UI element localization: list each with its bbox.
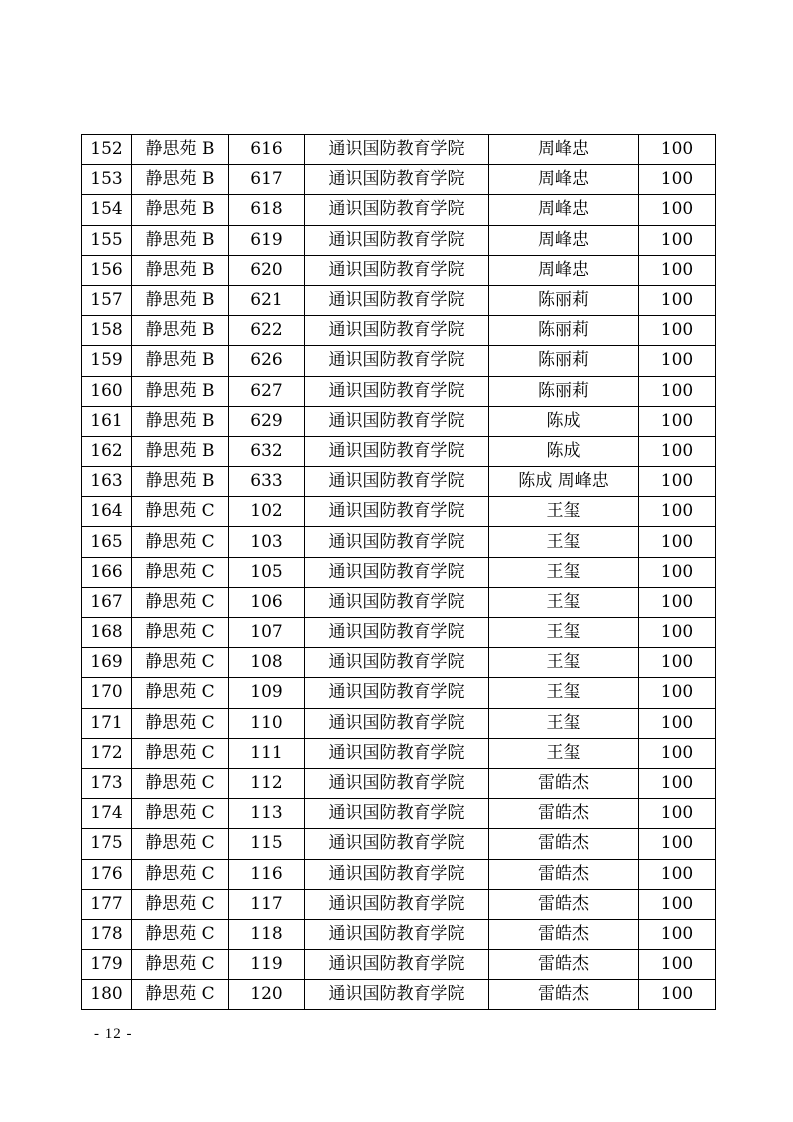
table-row (82, 618, 716, 648)
college-cell: 通识国防教育学院 (305, 889, 489, 919)
counselor-cell: 雷皓杰 (489, 980, 639, 1010)
room-number-cell: 102 (229, 497, 305, 527)
serial-number-cell: 153 (82, 165, 132, 195)
room-number-cell: 119 (229, 950, 305, 980)
counselor-cell: 周峰忠 (489, 225, 639, 255)
counselor-cell: 王玺 (489, 618, 639, 648)
counselor-cell: 王玺 (489, 738, 639, 768)
room-number-cell: 103 (229, 527, 305, 557)
score-cell: 100 (639, 225, 716, 255)
college-cell: 通识国防教育学院 (305, 497, 489, 527)
table-row (82, 768, 716, 798)
building-cell: 静思苑 B (132, 225, 229, 255)
building-cell: 静思苑 B (132, 255, 229, 285)
table-row (82, 678, 716, 708)
table-row (82, 497, 716, 527)
score-cell: 100 (639, 708, 716, 738)
serial-number-cell: 157 (82, 285, 132, 315)
room-number-cell: 616 (229, 135, 305, 165)
building-cell: 静思苑 C (132, 497, 229, 527)
college-cell: 通识国防教育学院 (305, 708, 489, 738)
room-number-cell: 108 (229, 648, 305, 678)
room-number-cell: 118 (229, 919, 305, 949)
serial-number-cell: 161 (82, 406, 132, 436)
counselor-cell: 王玺 (489, 678, 639, 708)
room-number-cell: 632 (229, 436, 305, 466)
college-cell: 通识国防教育学院 (305, 225, 489, 255)
college-cell: 通识国防教育学院 (305, 135, 489, 165)
room-number-cell: 112 (229, 768, 305, 798)
table-row (82, 225, 716, 255)
college-cell: 通识国防教育学院 (305, 316, 489, 346)
table-row (82, 859, 716, 889)
serial-number-cell: 169 (82, 648, 132, 678)
building-cell: 静思苑 B (132, 316, 229, 346)
building-cell: 静思苑 C (132, 618, 229, 648)
counselor-cell: 雷皓杰 (489, 799, 639, 829)
counselor-cell: 陈丽莉 (489, 285, 639, 315)
score-cell: 100 (639, 346, 716, 376)
room-number-cell: 629 (229, 406, 305, 436)
table-row (82, 527, 716, 557)
score-cell: 100 (639, 768, 716, 798)
building-cell: 静思苑 C (132, 829, 229, 859)
score-cell: 100 (639, 285, 716, 315)
counselor-cell: 雷皓杰 (489, 950, 639, 980)
score-cell: 100 (639, 406, 716, 436)
serial-number-cell: 154 (82, 195, 132, 225)
building-cell: 静思苑 C (132, 708, 229, 738)
college-cell: 通识国防教育学院 (305, 950, 489, 980)
table-row (82, 648, 716, 678)
table-row (82, 165, 716, 195)
room-number-cell: 116 (229, 859, 305, 889)
counselor-cell: 雷皓杰 (489, 889, 639, 919)
room-number-cell: 105 (229, 557, 305, 587)
counselor-cell: 周峰忠 (489, 255, 639, 285)
room-number-cell: 109 (229, 678, 305, 708)
table-row (82, 889, 716, 919)
college-cell: 通识国防教育学院 (305, 346, 489, 376)
room-number-cell: 106 (229, 587, 305, 617)
page-number: - 12 - (94, 1026, 133, 1042)
table-row (82, 135, 716, 165)
building-cell: 静思苑 B (132, 195, 229, 225)
score-cell: 100 (639, 255, 716, 285)
serial-number-cell: 160 (82, 376, 132, 406)
table-row (82, 467, 716, 497)
score-cell: 100 (639, 135, 716, 165)
counselor-cell: 王玺 (489, 497, 639, 527)
counselor-cell: 王玺 (489, 587, 639, 617)
college-cell: 通识国防教育学院 (305, 557, 489, 587)
college-cell: 通识国防教育学院 (305, 195, 489, 225)
college-cell: 通识国防教育学院 (305, 768, 489, 798)
building-cell: 静思苑 B (132, 406, 229, 436)
college-cell: 通识国防教育学院 (305, 527, 489, 557)
table-row (82, 316, 716, 346)
counselor-cell: 陈丽莉 (489, 376, 639, 406)
score-cell: 100 (639, 859, 716, 889)
college-cell: 通识国防教育学院 (305, 255, 489, 285)
college-cell: 通识国防教育学院 (305, 436, 489, 466)
building-cell: 静思苑 C (132, 889, 229, 919)
counselor-cell: 雷皓杰 (489, 829, 639, 859)
room-number-cell: 113 (229, 799, 305, 829)
score-cell: 100 (639, 738, 716, 768)
room-number-cell: 110 (229, 708, 305, 738)
building-cell: 静思苑 B (132, 135, 229, 165)
building-cell: 静思苑 B (132, 436, 229, 466)
room-number-cell: 120 (229, 980, 305, 1010)
table-row (82, 980, 716, 1010)
college-cell: 通识国防教育学院 (305, 165, 489, 195)
building-cell: 静思苑 B (132, 285, 229, 315)
score-cell: 100 (639, 195, 716, 225)
score-cell: 100 (639, 919, 716, 949)
score-cell: 100 (639, 467, 716, 497)
serial-number-cell: 168 (82, 618, 132, 648)
building-cell: 静思苑 B (132, 165, 229, 195)
table-row (82, 376, 716, 406)
room-number-cell: 107 (229, 618, 305, 648)
building-cell: 静思苑 C (132, 980, 229, 1010)
room-number-cell: 619 (229, 225, 305, 255)
score-cell: 100 (639, 950, 716, 980)
college-cell: 通识国防教育学院 (305, 587, 489, 617)
college-cell: 通识国防教育学院 (305, 678, 489, 708)
table-row (82, 436, 716, 466)
counselor-cell: 陈成 周峰忠 (489, 467, 639, 497)
table-row (82, 738, 716, 768)
counselor-cell: 周峰忠 (489, 165, 639, 195)
college-cell: 通识国防教育学院 (305, 919, 489, 949)
room-number-cell: 626 (229, 346, 305, 376)
score-cell: 100 (639, 799, 716, 829)
serial-number-cell: 165 (82, 527, 132, 557)
serial-number-cell: 178 (82, 919, 132, 949)
table-row (82, 829, 716, 859)
college-cell: 通识国防教育学院 (305, 618, 489, 648)
serial-number-cell: 171 (82, 708, 132, 738)
counselor-cell: 周峰忠 (489, 135, 639, 165)
serial-number-cell: 179 (82, 950, 132, 980)
college-cell: 通识国防教育学院 (305, 648, 489, 678)
serial-number-cell: 158 (82, 316, 132, 346)
room-number-cell: 618 (229, 195, 305, 225)
counselor-cell: 雷皓杰 (489, 768, 639, 798)
table-row (82, 255, 716, 285)
counselor-cell: 陈丽莉 (489, 346, 639, 376)
score-cell: 100 (639, 376, 716, 406)
building-cell: 静思苑 C (132, 738, 229, 768)
building-cell: 静思苑 B (132, 376, 229, 406)
score-cell: 100 (639, 889, 716, 919)
counselor-cell: 王玺 (489, 557, 639, 587)
room-number-cell: 622 (229, 316, 305, 346)
serial-number-cell: 156 (82, 255, 132, 285)
counselor-cell: 王玺 (489, 708, 639, 738)
score-cell: 100 (639, 165, 716, 195)
college-cell: 通识国防教育学院 (305, 980, 489, 1010)
table-row (82, 708, 716, 738)
counselor-cell: 王玺 (489, 527, 639, 557)
room-number-cell: 620 (229, 255, 305, 285)
college-cell: 通识国防教育学院 (305, 859, 489, 889)
serial-number-cell: 162 (82, 436, 132, 466)
serial-number-cell: 176 (82, 859, 132, 889)
college-cell: 通识国防教育学院 (305, 406, 489, 436)
serial-number-cell: 177 (82, 889, 132, 919)
table-row (82, 799, 716, 829)
score-cell: 100 (639, 436, 716, 466)
table-row (82, 346, 716, 376)
table-body (82, 135, 716, 1010)
score-cell: 100 (639, 316, 716, 346)
score-cell: 100 (639, 557, 716, 587)
counselor-cell: 陈丽莉 (489, 316, 639, 346)
room-number-cell: 621 (229, 285, 305, 315)
table-row (82, 919, 716, 949)
serial-number-cell: 166 (82, 557, 132, 587)
college-cell: 通识国防教育学院 (305, 738, 489, 768)
serial-number-cell: 175 (82, 829, 132, 859)
table-row (82, 557, 716, 587)
score-cell: 100 (639, 648, 716, 678)
room-number-cell: 111 (229, 738, 305, 768)
counselor-cell: 周峰忠 (489, 195, 639, 225)
serial-number-cell: 173 (82, 768, 132, 798)
serial-number-cell: 152 (82, 135, 132, 165)
table-row (82, 285, 716, 315)
serial-number-cell: 174 (82, 799, 132, 829)
score-cell: 100 (639, 497, 716, 527)
score-cell: 100 (639, 980, 716, 1010)
score-cell: 100 (639, 618, 716, 648)
table-row (82, 950, 716, 980)
building-cell: 静思苑 B (132, 467, 229, 497)
counselor-cell: 王玺 (489, 648, 639, 678)
serial-number-cell: 170 (82, 678, 132, 708)
dormitory-score-table (81, 134, 716, 1010)
serial-number-cell: 164 (82, 497, 132, 527)
counselor-cell: 陈成 (489, 436, 639, 466)
score-cell: 100 (639, 587, 716, 617)
table-row (82, 406, 716, 436)
building-cell: 静思苑 C (132, 799, 229, 829)
room-number-cell: 617 (229, 165, 305, 195)
college-cell: 通识国防教育学院 (305, 829, 489, 859)
counselor-cell: 雷皓杰 (489, 919, 639, 949)
serial-number-cell: 155 (82, 225, 132, 255)
counselor-cell: 陈成 (489, 406, 639, 436)
room-number-cell: 115 (229, 829, 305, 859)
serial-number-cell: 167 (82, 587, 132, 617)
building-cell: 静思苑 B (132, 346, 229, 376)
building-cell: 静思苑 C (132, 527, 229, 557)
college-cell: 通识国防教育学院 (305, 285, 489, 315)
building-cell: 静思苑 C (132, 587, 229, 617)
counselor-cell: 雷皓杰 (489, 859, 639, 889)
serial-number-cell: 159 (82, 346, 132, 376)
building-cell: 静思苑 C (132, 859, 229, 889)
building-cell: 静思苑 C (132, 919, 229, 949)
building-cell: 静思苑 C (132, 950, 229, 980)
room-number-cell: 627 (229, 376, 305, 406)
room-number-cell: 633 (229, 467, 305, 497)
college-cell: 通识国防教育学院 (305, 467, 489, 497)
building-cell: 静思苑 C (132, 768, 229, 798)
score-cell: 100 (639, 678, 716, 708)
serial-number-cell: 163 (82, 467, 132, 497)
serial-number-cell: 180 (82, 980, 132, 1010)
table-row (82, 587, 716, 617)
serial-number-cell: 172 (82, 738, 132, 768)
score-cell: 100 (639, 527, 716, 557)
building-cell: 静思苑 C (132, 557, 229, 587)
college-cell: 通识国防教育学院 (305, 376, 489, 406)
building-cell: 静思苑 C (132, 678, 229, 708)
building-cell: 静思苑 C (132, 648, 229, 678)
table-row (82, 195, 716, 225)
score-cell: 100 (639, 829, 716, 859)
college-cell: 通识国防教育学院 (305, 799, 489, 829)
room-number-cell: 117 (229, 889, 305, 919)
